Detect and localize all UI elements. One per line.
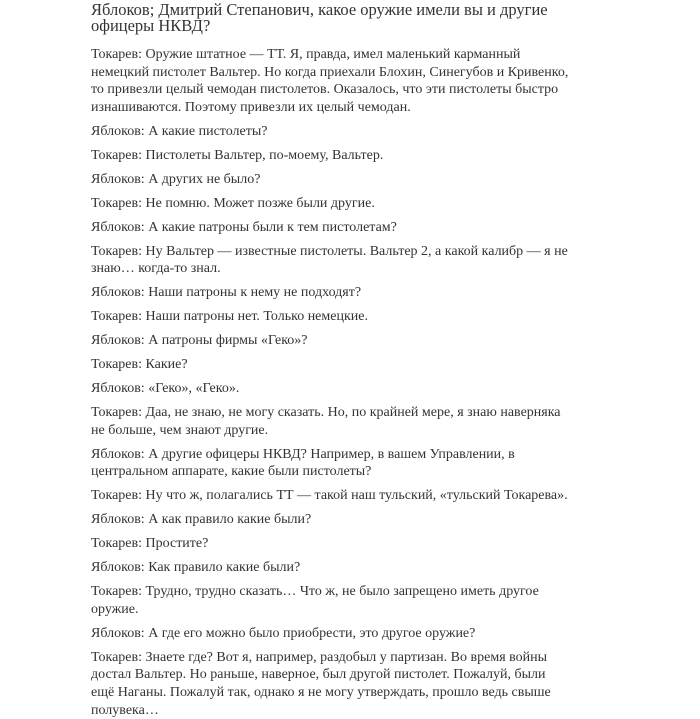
dialogue-paragraph-14: Яблоков: А другие офицеры НКВД? Например, в вашем Управлении, в центральном аппарате, какие были пистолеты? bbox=[91, 446, 515, 480]
dialogue-paragraph-7: Токарев: Ну Вальтер — известные пистолеты. Вальтер 2, а какой калибр — я не знаю… когда-то знал. bbox=[91, 243, 568, 277]
dialogue-paragraph-11: Токарев: Какие? bbox=[91, 357, 188, 373]
dialogue-paragraph-12: Яблоков: «Геко», «Геко». bbox=[91, 381, 240, 397]
dialogue-paragraph-3: Токарев: Пистолеты Вальтер, по-моему, Вальтер. bbox=[91, 147, 384, 163]
dialogue-paragraph-20: Яблоков: А где его можно было приобрести, это другое оружие? bbox=[91, 625, 476, 641]
dialogue-paragraph-8: Яблоков: Наши патроны к нему не подходят? bbox=[91, 285, 362, 301]
dialogue-paragraph-10: Яблоков: А патроны фирмы «Геко»? bbox=[91, 333, 308, 349]
dialogue-question-heading: Яблоков; Дмитрий Степанович, какое оружие имели вы и другие офицеры НКВД? bbox=[91, 0, 548, 35]
dialogue-paragraph-18: Яблоков: Как правило какие были? bbox=[91, 560, 301, 576]
dialogue-paragraph-2: Яблоков: А какие пистолеты? bbox=[91, 123, 268, 139]
dialogue-paragraph-21: Токарев: Знаете где? Вот я, например, раздобыл у партизан. Во время войны достал Вальтер. Но раньше, наверное, был другой пистолет. Пожалуй, были ещё Наганы. Пожалуй так, однако я не могу утверждать, прошло ведь свыше полувека… bbox=[91, 649, 551, 718]
dialogue-paragraph-16: Яблоков: А как правило какие были? bbox=[91, 512, 312, 528]
dialogue-list bbox=[91, 46, 571, 719]
dialogue-paragraph-1: Токарев: Оружие штатное — ТТ. Я, правда, имел маленький карманный немецкий пистолет Вальтер. Но когда приехали Блохин, Синегубов и Кривенко, то привезли целый чемодан пистолетов. Оказалось, что эти пистолеты быстро изнашиваются. Поэтому привезли их целый чемодан. bbox=[91, 47, 569, 115]
dialogue-paragraph-19: Токарев: Трудно, трудно сказать… Что ж, не было запрещено иметь другое оружие. bbox=[91, 584, 539, 617]
dialogue-paragraph-4: Яблоков: А других не было? bbox=[91, 171, 261, 187]
dialogue-paragraph-15: Токарев: Ну что ж, полагались ТТ — такой наш тульский, «тульский Токарева». bbox=[91, 488, 568, 504]
dialogue-paragraph-6: Яблоков: А какие патроны были к тем пистолетам? bbox=[91, 219, 397, 235]
dialogue-paragraph-5: Токарев: Не помню. Может позже были другие. bbox=[91, 195, 375, 211]
dialogue-paragraph-17: Токарев: Простите? bbox=[91, 536, 209, 552]
document-body bbox=[91, 2, 571, 719]
dialogue-paragraph-13: Токарев: Даа, не знаю, не могу сказать. Но, по крайней мере, я знаю наверняка не больше, чем знают другие. bbox=[91, 405, 561, 438]
dialogue-paragraph-9: Токарев: Наши патроны нет. Только немецкие. bbox=[91, 309, 368, 325]
